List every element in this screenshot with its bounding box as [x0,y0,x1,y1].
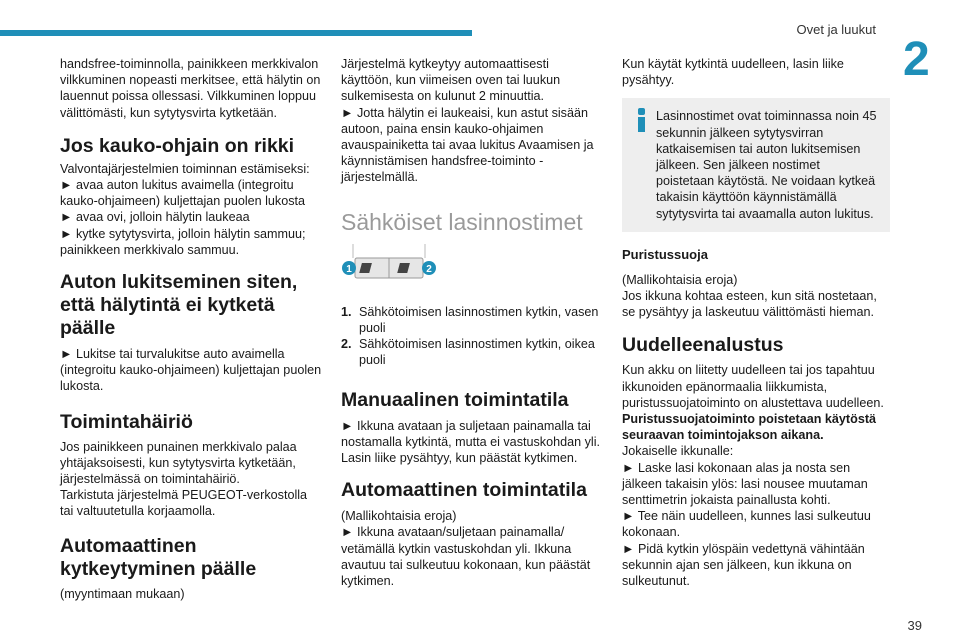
reinit-bold-text: Puristussuojatoiminto poistetaan käytöstä seuraavan toimintojakson aikana. [622,412,877,443]
pinch-text: (Mallikohtaisia eroja) [622,272,738,287]
numbered-list [341,304,603,369]
reinit-step: ► Pidä kytkin ylöspäin vedettynä vähintään sekunnin ajan sen jälkeen, kun ikkuna on sulkeutunut. [622,541,865,589]
intro-text: Järjestelmä kytkeytyy automaattisesti käyttöön, kun viimeisen oven tai luukun sulkemisesta on kulunut 2 minuuttia. [341,57,561,104]
intro-text: handsfree-toiminnolla, painikkeen merkkivalon vilkkuminen nopeasti merkitsee, että hälytin on lauennut poissa ollessasi. Vilkkuminen loppuu välittömästi, kun sytytysvirta kytketään. [60,57,321,120]
page-number: 39 [907,618,922,633]
section-title: Sähköiset lasinnostimet [341,208,583,235]
info-box [622,98,890,231]
heading-lock-without-alarm: Auton lukitseminen siten, että hälytintä ei kytketä päälle [60,271,298,340]
automatic-text-2: ► Ikkuna avataan/suljetaan painamalla/ vetämällä kytkin vastuskohdan yli. Ikkuna avautuu tai sulkeutuu kokonaan, kun päästät kytkimen. [341,525,591,589]
automatic-text: (Mallikohtaisia eroja) [341,509,457,524]
remote-step: ► avaa auton lukitus avaimella (integroitu kauko-ohjaimeen) kuljettajan puolen lukosta [60,178,306,209]
list-item-number: 1. [341,304,352,319]
info-text: Lasinnostimet ovat toiminnassa noin 45 sekunnin jälkeen sytytysvirran katkaisemisen tai auton lukitsemisen jälkeen. Sen jälkeen nostimet poistetaan käytöstä. Ne voidaan kytkeä takaisin käyttöön käynnistämällä sytytysvirta tai avaamalla auton lukitus. [656,109,877,221]
pinch-text-2: Jos ikkuna kohtaa esteen, kun sitä nostetaan, se pysähtyy ja laskeutuu välittömästi hieman. [622,289,877,320]
column-right [622,56,890,589]
list-item-text: Sähkötoimisen lasinnostimen kytkin, oikea puoli [359,337,595,368]
callout-label-2: 2 [426,263,432,275]
heading-pinch-protection: Puristussuoja [622,246,708,262]
column-middle [341,56,603,589]
heading-reinitialisation: Uudelleenalustus [622,334,784,357]
remote-step: ► avaa ovi, jolloin hälytin laukeaa [60,210,250,225]
remote-text: Valvontajärjestelmien toiminnan estämiseksi: [60,161,310,176]
reinit-step: ► Tee näin uudelleen, kunnes lasi sulkeutuu kokonaan. [622,509,871,540]
lock-text: ► Lukitse tai turvalukitse auto avaimella (integroitu kauko-ohjaimeen) kuljettajan puolen lukosta. [60,347,322,394]
heading-auto-activation: Automaattinen kytkeytyminen päälle [60,534,257,580]
list-item [341,304,603,336]
list-item-text: Sähkötoimisen lasinnostimen kytkin, vasen puoli [359,304,599,336]
reinit-text: Kun akku on liitetty uudelleen tai jos tapahtuu ikkunoiden epänormaalia liikkumista, puristussuojatoiminto on alustettava uudelleen. [622,363,884,410]
list-item [341,336,603,368]
heading-remote-broken: Jos kauko-ohjain on rikki [60,134,295,157]
auto-text: (myyntimaan mukaan) [60,586,185,601]
heading-automatic-mode: Automaattinen toimintatila [341,479,587,502]
list-item-number: 2. [341,337,352,352]
header-accent-bar [0,30,472,36]
reinit-each-text: Jokaiselle ikkunalle: [622,444,734,459]
fault-text: Jos painikkeen punainen merkkivalo palaa yhtäjaksoisesti, kun sytytysvirta kytketään, järjestelmässä on toimintahäiriö. [60,439,297,487]
intro-text: Kun käytät kytkintä uudelleen, lasin liike pysähtyy. [622,57,844,88]
reinit-step: ► Laske lasi kokonaan alas ja nosta sen jälkeen takaisin ylös: lasi nousee muutaman senttimetrin jokaista painallusta kohti. [622,460,868,508]
heading-fault: Toimintahäiriö [60,410,193,433]
page-header-title: Ovet ja luukut [796,22,876,37]
fault-text-2: Tarkistuta järjestelmä PEUGEOT-verkostolla tai valtuutetulla korjaamolla. [60,488,308,519]
chapter-number: 2 [903,33,930,86]
window-switch-figure [341,244,603,286]
heading-manual-mode: Manuaalinen toimintatila [341,388,569,411]
callout-label-1: 1 [346,263,352,275]
info-icon [636,108,646,132]
column-left [60,56,322,602]
manual-text: ► Ikkuna avataan ja suljetaan painamalla tai nostamalla kytkintä, mutta ei vastuskohdan yli. Lasin liike pysähtyy, kun päästät kytkimen. [341,418,600,466]
intro-text-2: ► Jotta hälytin ei laukeaisi, kun astut sisään autoon, paina ensin kauko-ohjaimen avauspainiketta tai avaa lukitus Avaamisen ja käynnistämisen handsfree-toiminto -järjestelmällä. [341,105,594,185]
remote-step: ► kytke sytytysvirta, jolloin hälytin sammuu; painikkeen merkkivalo sammuu. [60,226,306,257]
window-switch-illustration [341,244,437,282]
